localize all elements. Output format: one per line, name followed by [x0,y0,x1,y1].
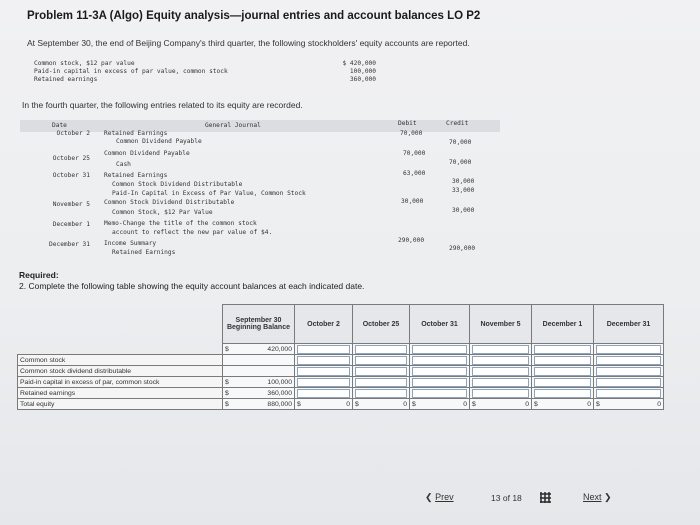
equity-label: Paid-in capital in excess of par value, common stock [34,68,228,75]
input-cell[interactable] [410,366,470,377]
balance-input[interactable] [355,356,407,365]
required-label: Required: [19,270,59,280]
input-cell[interactable] [295,344,353,355]
journal-date-header: Date [52,122,67,129]
input-cell[interactable] [410,377,470,388]
journal-account: Common Stock, $12 Par Value [112,209,213,216]
balance-input[interactable] [596,378,661,387]
table-row [18,355,664,366]
journal-debit: 70,000 [400,130,423,137]
journal-debit: 63,000 [403,170,426,177]
input-cell[interactable] [295,377,353,388]
input-cell[interactable] [295,366,353,377]
equity-label: Common stock, $12 par value [34,60,135,67]
row-label: Common stock [18,355,223,366]
equity-line [34,60,135,67]
table-row [18,366,664,377]
value-cell [223,388,295,399]
value-cell [223,344,295,355]
journal-account: Common Stock Dividend Distributable [112,181,243,188]
equity-balance-table [17,304,664,410]
input-cell[interactable] [295,388,353,399]
journal-credit: 70,000 [449,159,472,166]
row-label: Common stock dividend distributable [18,366,223,377]
balance-input[interactable] [596,356,661,365]
balance-input[interactable] [412,389,467,398]
fourth-quarter-text: In the fourth quarter, the following entries related to its equity are recorded. [22,100,303,110]
input-cell[interactable] [594,377,664,388]
value-cell [223,355,295,366]
journal-account: Memo-Change the title of the common stock [104,220,257,227]
currency-sign: $ [472,400,476,408]
journal-account: Common Stock Dividend Distributable [104,199,235,206]
currency-sign: $ [297,400,301,408]
journal-date: December 1 [52,221,90,228]
equity-line [34,76,97,83]
total-cell [594,399,664,410]
journal-account: Common Dividend Payable [104,150,190,157]
value-cell [223,366,295,377]
total-cell [470,399,532,410]
input-cell[interactable] [594,355,664,366]
equity-line [34,68,228,75]
journal-account: Retained Earnings [104,130,168,137]
currency-sign: $ [534,400,538,408]
journal-account: Retained Earnings [104,172,168,179]
journal-credit: 70,000 [449,139,472,146]
balance-input[interactable] [412,378,467,387]
page-of: of [502,493,510,503]
journal-account: Retained Earnings [112,249,176,256]
amount: 100,000 [267,378,292,386]
intro-text: At September 30, the end of Beijing Company's third quarter, the following stockholders' equity accounts are reported. [27,38,470,48]
journal-account: Income Summary [104,240,157,247]
amount: 360,000 [267,389,292,397]
equity-amount: 100,000 [349,68,376,75]
balance-input[interactable] [297,389,350,398]
balance-input[interactable] [472,367,529,376]
col-dec1: December 1 [532,305,594,344]
input-cell[interactable] [470,355,532,366]
table-row [18,344,664,355]
table-row [18,377,664,388]
currency-sign: $ [355,400,359,408]
amount: 880,000 [267,400,292,408]
row-label: Paid-in capital in excess of par, common stock [18,377,223,388]
input-cell[interactable] [353,377,410,388]
next-button[interactable] [583,492,612,503]
col-oct25: October 25 [353,305,410,344]
col-dec31: December 31 [594,305,664,344]
journal-credit: 33,000 [452,187,475,194]
equity-amount: $ 420,000 [342,60,376,67]
page-current: 13 [491,493,501,503]
input-cell[interactable] [410,355,470,366]
journal-date: November 5 [52,201,90,208]
total-cell [410,399,470,410]
journal-credit-header: Credit [446,120,469,127]
balance-input[interactable] [412,356,467,365]
journal-general-header: General Journal [205,122,261,129]
balance-input[interactable] [412,367,467,376]
balance-input[interactable] [297,345,350,354]
input-cell[interactable] [410,344,470,355]
required-text: 2. Complete the following table showing the equity account balances at each indicated date. [19,281,365,291]
balance-input[interactable] [596,345,661,354]
input-cell[interactable] [594,388,664,399]
amount: 420,000 [267,345,292,353]
balance-input[interactable] [596,367,661,376]
balance-input[interactable] [355,367,407,376]
balance-input[interactable] [412,345,467,354]
input-cell[interactable] [532,377,594,388]
balance-input[interactable] [355,378,407,387]
input-cell[interactable] [353,355,410,366]
input-cell[interactable] [470,388,532,399]
balance-input[interactable] [534,378,591,387]
balance-input[interactable] [534,345,591,354]
input-cell[interactable] [470,344,532,355]
journal-debit: 30,000 [401,198,424,205]
balance-input[interactable] [297,367,350,376]
input-cell[interactable] [470,366,532,377]
balance-input[interactable] [297,356,350,365]
col-nov5: November 5 [470,305,532,344]
total-cell [353,399,410,410]
col-oct31: October 31 [410,305,470,344]
next-label: Next [583,492,602,502]
table-row-total [18,399,664,410]
input-cell[interactable] [353,388,410,399]
label-header [18,305,223,344]
balance-input[interactable] [297,378,350,387]
currency-sign: $ [596,400,600,408]
input-cell[interactable] [295,355,353,366]
currency-sign: $ [225,389,229,397]
journal-account: Paid-In Capital in Excess of Par Value, Common Stock [112,190,306,197]
amount: 0 [463,400,467,408]
balance-input[interactable] [472,356,529,365]
page-total: 18 [512,493,522,503]
prev-label: Prev [435,492,454,502]
journal-credit: 30,000 [452,207,475,214]
journal-account: Cash [116,161,131,168]
input-cell[interactable] [594,366,664,377]
problem-title: Problem 11-3A (Algo) Equity analysis—journal entries and account balances LO P2 [27,10,481,22]
input-cell[interactable] [594,344,664,355]
journal-credit: 290,000 [449,245,476,252]
table-row [18,388,664,399]
value-cell [223,377,295,388]
journal-credit: 30,000 [452,178,475,185]
journal-date: December 31 [49,241,90,248]
balance-input[interactable] [355,389,407,398]
col-oct2: October 2 [295,305,353,344]
balance-input[interactable] [472,345,529,354]
amount: 0 [403,400,407,408]
journal-debit: 70,000 [403,150,426,157]
input-cell[interactable] [532,366,594,377]
journal-account: account to reflect the new par value of $4. [112,229,273,236]
amount: 0 [587,400,591,408]
total-cell [295,399,353,410]
row-label: Retained earnings [18,388,223,399]
balance-input[interactable] [472,378,529,387]
total-cell [223,399,295,410]
chevron-left-icon: ❮ [425,492,433,502]
amount: 0 [657,400,661,408]
grid-icon[interactable] [540,492,551,503]
balance-input[interactable] [534,356,591,365]
journal-date: October 2 [56,130,90,137]
balance-input[interactable] [534,389,591,398]
input-cell[interactable] [532,344,594,355]
input-cell[interactable] [410,388,470,399]
spacer-cell [18,344,223,355]
page-indicator [491,493,522,503]
journal-account: Common Dividend Payable [116,138,202,145]
input-cell[interactable] [532,355,594,366]
chevron-right-icon: ❯ [604,492,612,502]
journal-date: October 31 [52,172,90,179]
input-cell[interactable] [470,377,532,388]
input-cell[interactable] [532,388,594,399]
equity-label: Retained earnings [34,76,98,83]
input-cell[interactable] [353,366,410,377]
journal-debit-header: Debit [398,120,417,127]
row-label: Total equity [18,399,223,410]
currency-sign: $ [412,400,416,408]
input-cell[interactable] [353,344,410,355]
currency-sign: $ [225,378,229,386]
col-sep30: September 30 Beginning Balance [223,305,295,344]
amount: 0 [525,400,529,408]
prev-button[interactable] [425,492,454,503]
currency-sign: $ [225,345,229,353]
balance-input[interactable] [534,367,591,376]
amount: 0 [346,400,350,408]
journal-date: October 25 [52,155,90,162]
balance-input[interactable] [472,389,529,398]
balance-input[interactable] [355,345,407,354]
balance-input[interactable] [596,389,661,398]
journal-debit: 290,000 [398,237,425,244]
currency-sign: $ [225,400,229,408]
total-cell [532,399,594,410]
equity-amount: 360,000 [349,76,376,83]
